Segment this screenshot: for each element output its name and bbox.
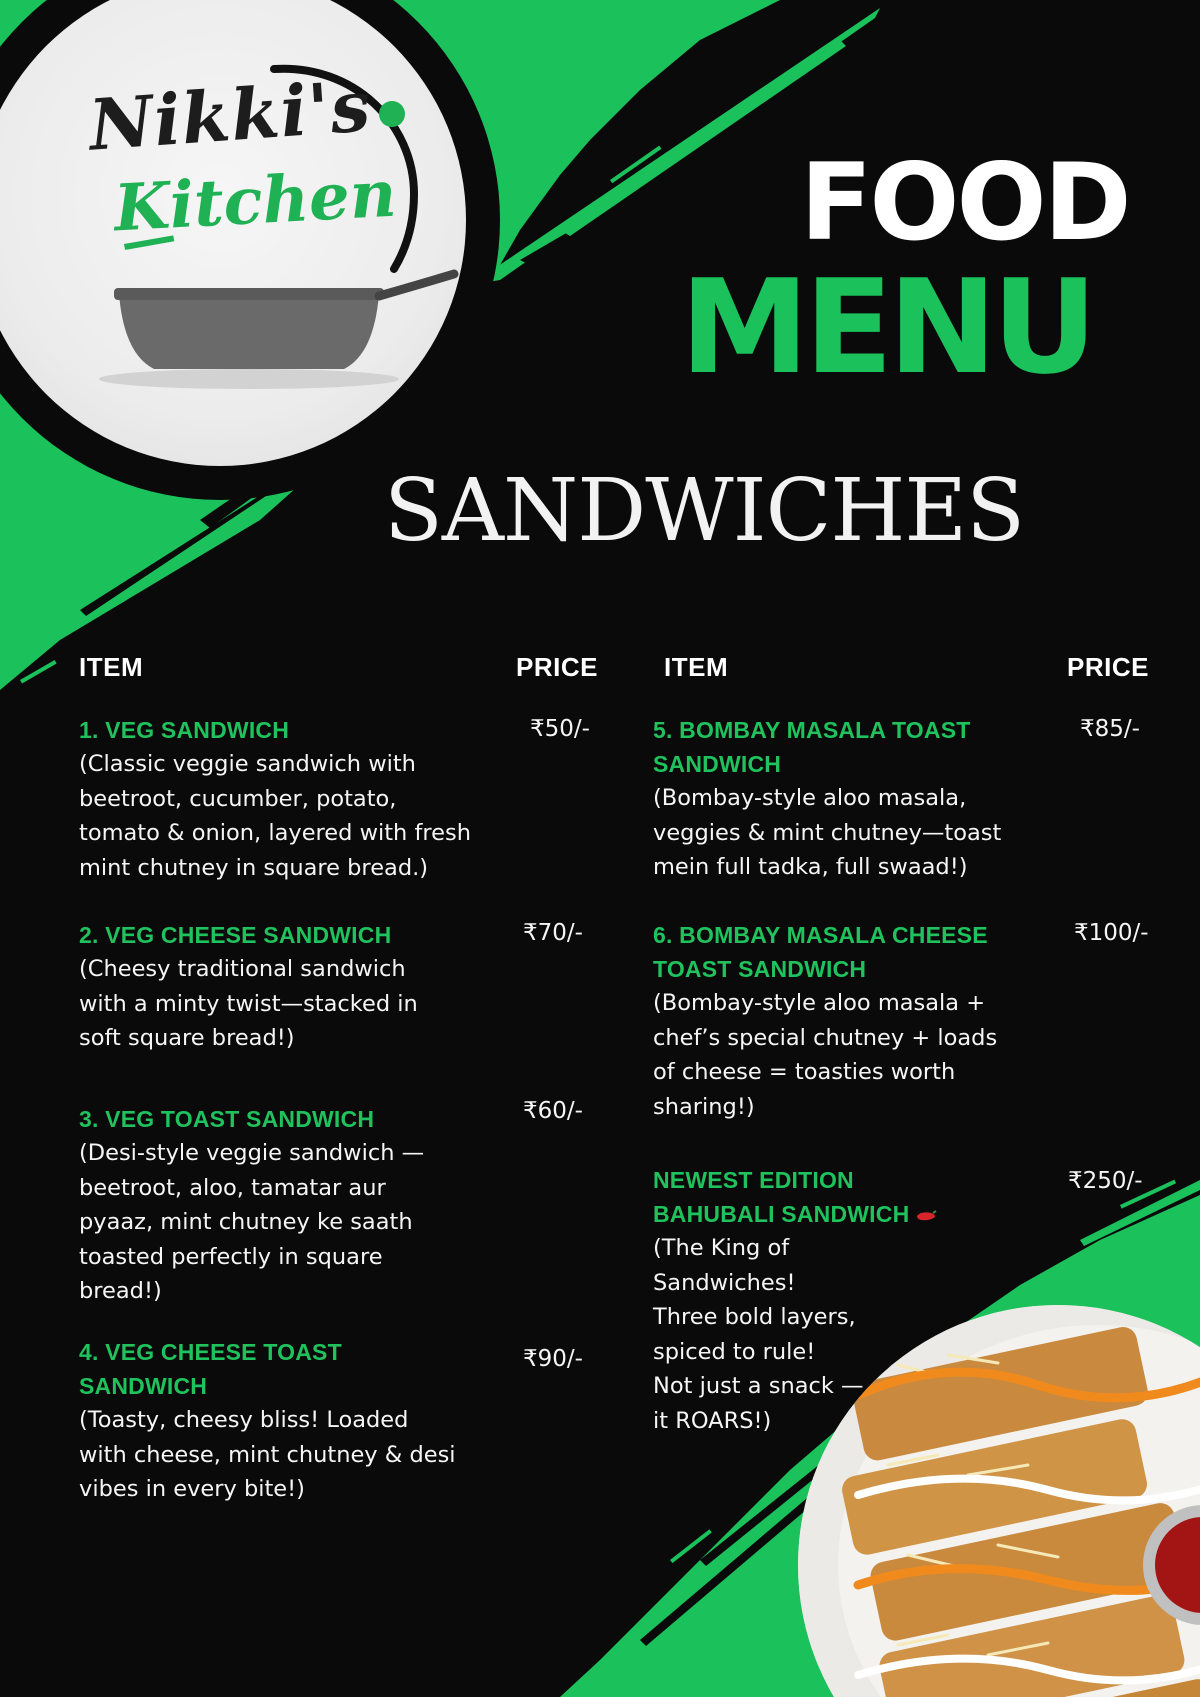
logo-badge [0,0,466,466]
title-food: FOOD [800,141,1129,264]
item-name: 2. VEG CHEESE SANDWICH [79,922,392,948]
item-price: ₹250/- [1068,1168,1143,1194]
item-name-continued: TOAST SANDWICH [653,956,867,982]
menu-item [79,1335,499,1507]
right-item-header: ITEM [664,652,729,682]
logo-text-nikkis: Nikki's [86,64,374,167]
item-name: 6. BOMBAY MASALA CHEESE [653,922,988,948]
item-price: ₹100/- [1074,920,1149,946]
chili-pepper-icon [915,1210,937,1222]
item-name-continued [653,1197,983,1231]
item-name: NEWEST EDITION [653,1167,854,1193]
item-name: 3. VEG TOAST SANDWICH [79,1106,375,1132]
item-description: (The King of Sandwiches! Three bold layers, spiced to rule! Not just a snack — it ROARS!) [653,1235,864,1434]
item-description: (Bombay-style aloo masala + chef’s special chutney + loads of cheese = toasties worth sharing!) [653,990,998,1120]
section-title: SANDWICHES [384,461,1025,561]
item-description: (Bombay-style aloo masala, veggies & mint chutney—toast mein full tadka, full swaad!) [653,785,1002,880]
menu-item [653,713,1013,885]
item-name: 1. VEG SANDWICH [79,717,290,743]
left-item-header: ITEM [79,652,144,682]
item-description: (Toasty, cheesy bliss! Loaded with cheese, mint chutney & desi vibes in every bite!) [79,1407,456,1502]
menu-item [79,713,499,885]
restaurant-logo [0,0,500,500]
title-menu: MENU [680,251,1093,403]
item-price: ₹85/- [1080,716,1140,742]
item-name-continued: SANDWICH [653,751,782,777]
menu-item [653,918,1013,1124]
item-price: ₹70/- [523,920,583,946]
item-price: ₹60/- [523,1098,583,1124]
logo-text-kitchen: Kitchen [112,156,399,247]
item-description: (Cheesy traditional sandwich with a minty twist—stacked in soft square bread!) [79,956,418,1051]
right-price-header: PRICE [1067,652,1149,682]
item-name: 5. BOMBAY MASALA TOAST [653,717,971,743]
item-description: (Desi-style veggie sandwich — beetroot, aloo, tamatar aur pyaaz, mint chutney ke saath toasted perfectly in square bread!) [79,1140,425,1304]
menu-item [79,918,499,1056]
item-description: (Classic veggie sandwich with beetroot, cucumber, potato, tomato & onion, layered with fresh mint chutney in square bread.) [79,751,471,881]
left-price-header: PRICE [516,652,598,682]
item-price: ₹90/- [523,1346,583,1372]
item-name: 4. VEG CHEESE TOAST [79,1339,342,1365]
menu-item [79,1102,499,1309]
item-price: ₹50/- [530,716,590,742]
item-name-text: BAHUBALI SANDWICH [653,1201,910,1227]
item-name-continued: SANDWICH [79,1373,208,1399]
